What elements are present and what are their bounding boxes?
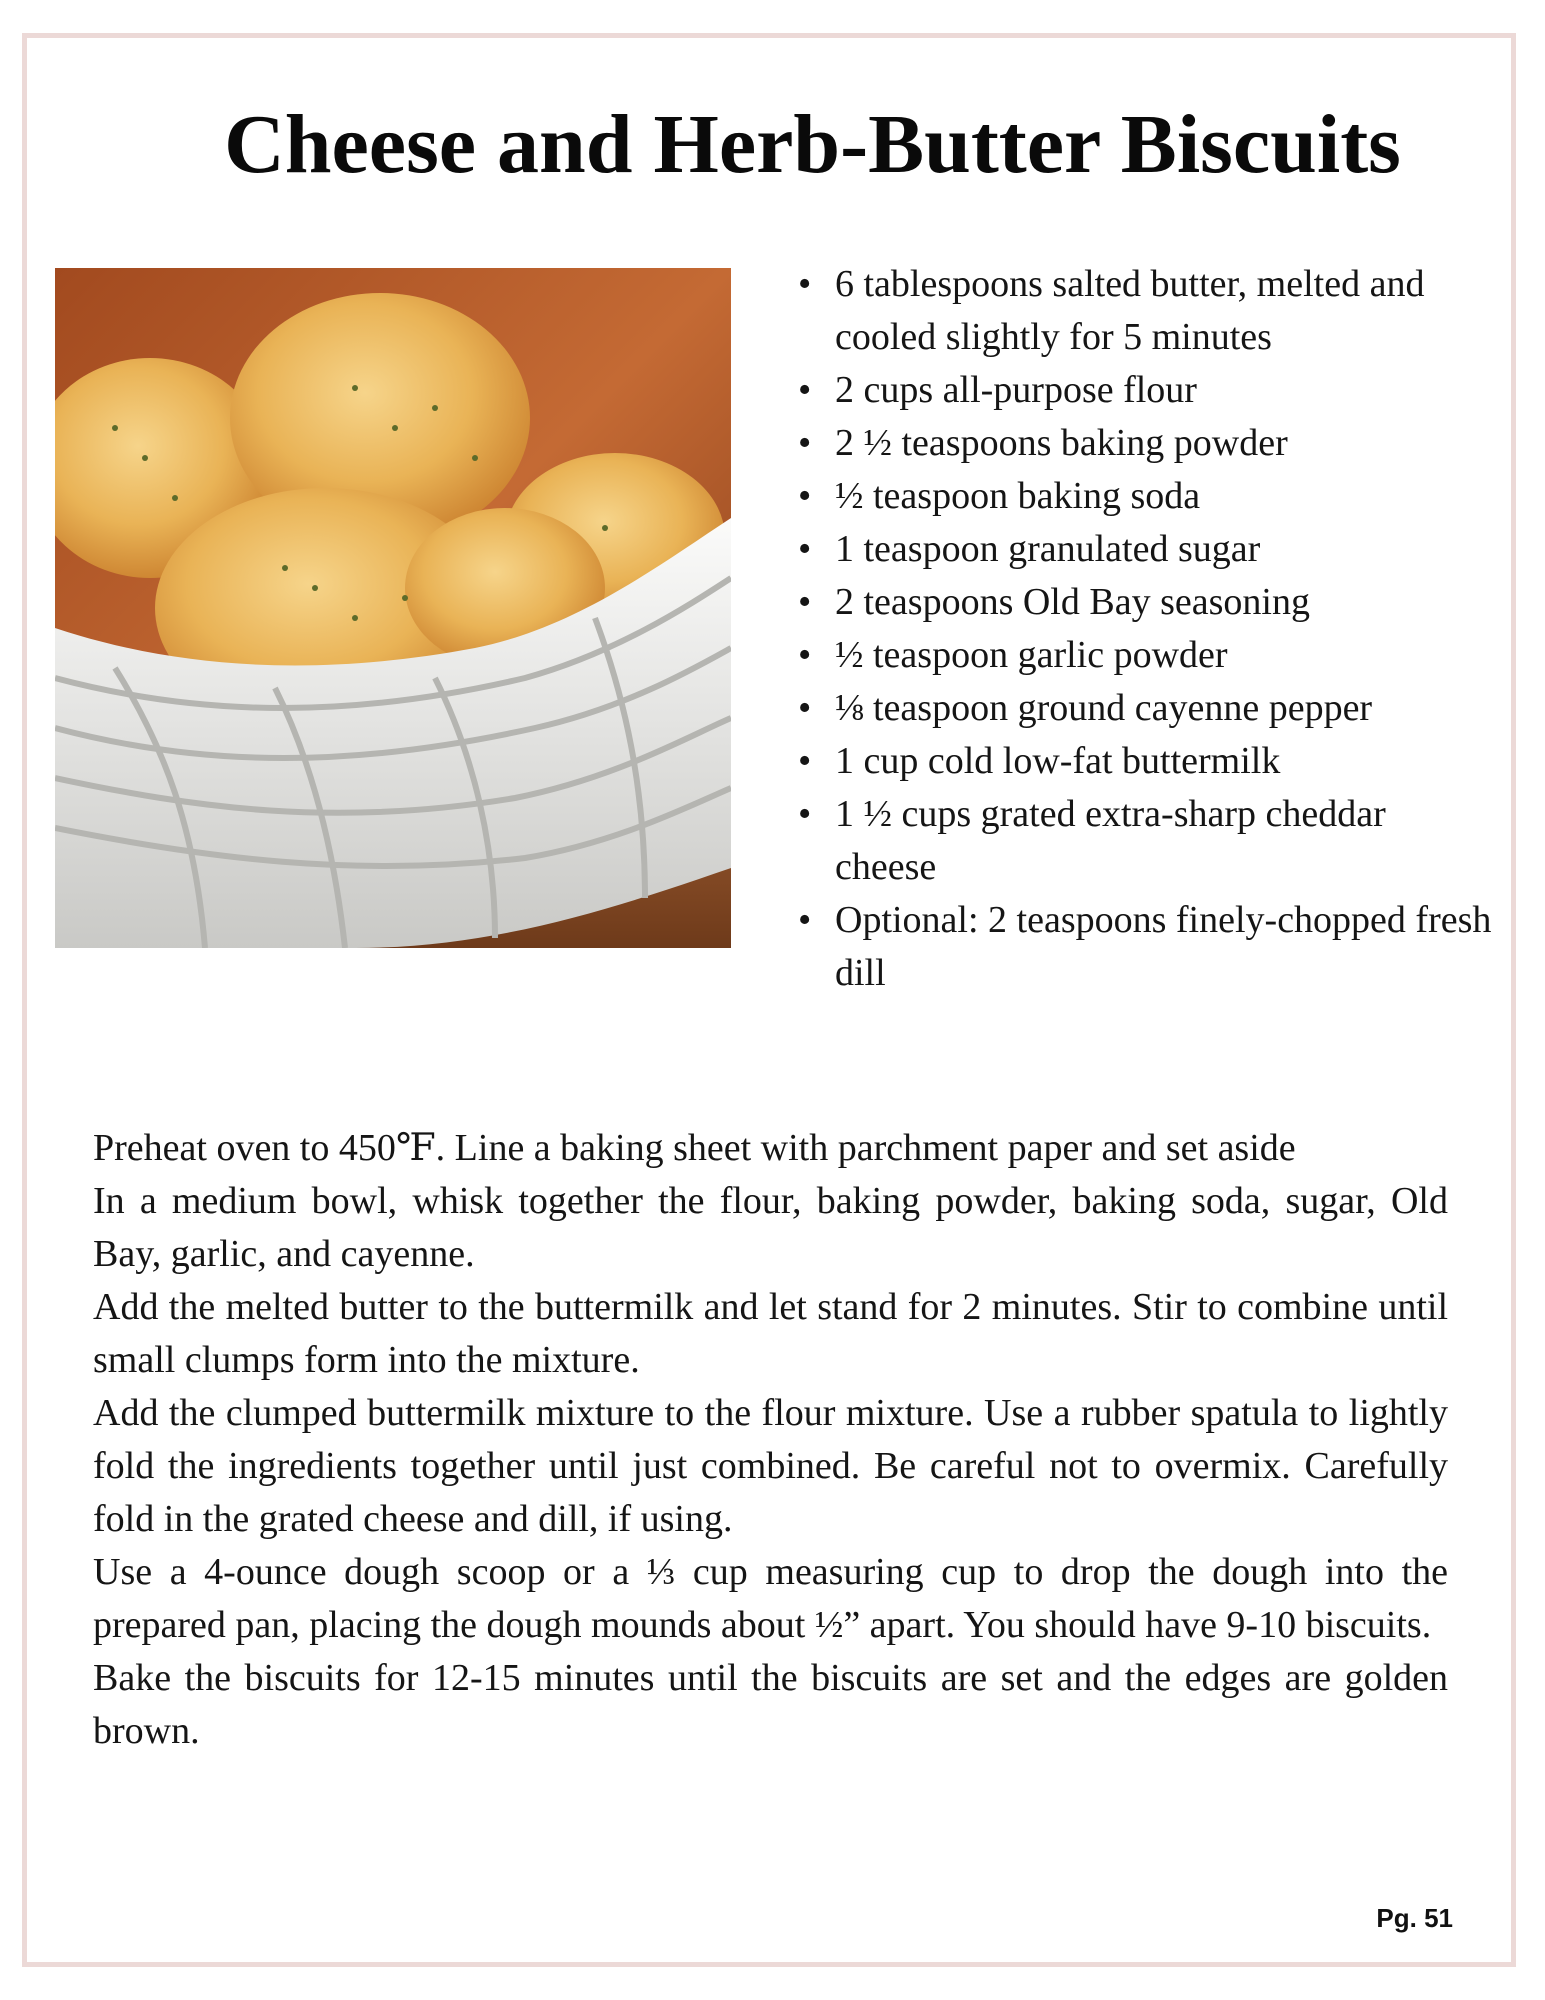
list-item [795, 417, 1495, 470]
bullet-icon: • [798, 581, 812, 623]
ingredient-text: ⅛ teaspoon ground cayenne pepper [835, 687, 1373, 729]
list-item [795, 364, 1495, 417]
direction-step: Add the melted butter to the buttermilk and let stand for 2 minutes. Stir to combine until small clumps form into the mixture. [93, 1286, 1448, 1381]
bullet-icon: • [798, 740, 812, 782]
bullet-icon: • [798, 263, 812, 305]
ingredient-text: 1 ½ cups grated extra-sharp cheddar cheese [835, 793, 1386, 888]
direction-step: Use a 4-ounce dough scoop or a ⅓ cup measuring cup to drop the dough into the prepared pan, placing the dough mounds about ½” apart. You should have 9-10 biscuits. [93, 1551, 1448, 1646]
bullet-icon: • [798, 528, 812, 570]
bullet-icon: • [798, 475, 812, 517]
bullet-icon: • [798, 634, 812, 676]
biscuits-photo [55, 268, 731, 948]
directions [93, 1122, 1448, 1758]
ingredient-text: 6 tablespoons salted butter, melted and cooled slightly for 5 minutes [835, 263, 1425, 358]
bullet-icon: • [798, 793, 812, 835]
ingredient-text: 2 teaspoons Old Bay seasoning [835, 581, 1310, 623]
direction-step: In a medium bowl, whisk together the flour, baking powder, baking soda, sugar, Old Bay, garlic, and cayenne. [93, 1180, 1448, 1275]
list-item [795, 682, 1495, 735]
ingredient-text: 1 teaspoon granulated sugar [835, 528, 1261, 570]
ingredient-text: 2 ½ teaspoons baking powder [835, 422, 1288, 464]
page-number: Pg. 51 [1376, 1903, 1453, 1933]
bullet-icon: • [798, 369, 812, 411]
bullet-icon: • [798, 899, 812, 941]
list-item [795, 470, 1495, 523]
list-item [795, 788, 1495, 894]
list-item [795, 523, 1495, 576]
bullet-icon: • [798, 687, 812, 729]
ingredient-text: Optional: 2 teaspoons finely-chopped fresh dill [835, 899, 1492, 994]
list-item [795, 258, 1495, 364]
ingredient-text: ½ teaspoon garlic powder [835, 634, 1228, 676]
list-item [795, 629, 1495, 682]
ingredient-text: 2 cups all-purpose flour [835, 369, 1197, 411]
direction-step: Preheat oven to 450℉. Line a baking sheet with parchment paper and set aside [93, 1127, 1296, 1169]
list-item [795, 894, 1495, 1000]
ingredient-list [795, 258, 1495, 1000]
direction-step: Bake the biscuits for 12-15 minutes until the biscuits are set and the edges are golden brown. [93, 1657, 1448, 1752]
list-item [795, 576, 1495, 629]
bullet-icon: • [798, 422, 812, 464]
recipe-title: Cheese and Herb-Butter Biscuits [224, 98, 1401, 191]
ingredient-text: ½ teaspoon baking soda [835, 475, 1201, 517]
ingredient-text: 1 cup cold low-fat buttermilk [835, 740, 1281, 782]
direction-step: Add the clumped buttermilk mixture to the flour mixture. Use a rubber spatula to lightly fold the ingredients together until just combined. Be careful not to overmix. Carefully fold in the grated cheese and dill, if using. [93, 1392, 1448, 1540]
list-item [795, 735, 1495, 788]
